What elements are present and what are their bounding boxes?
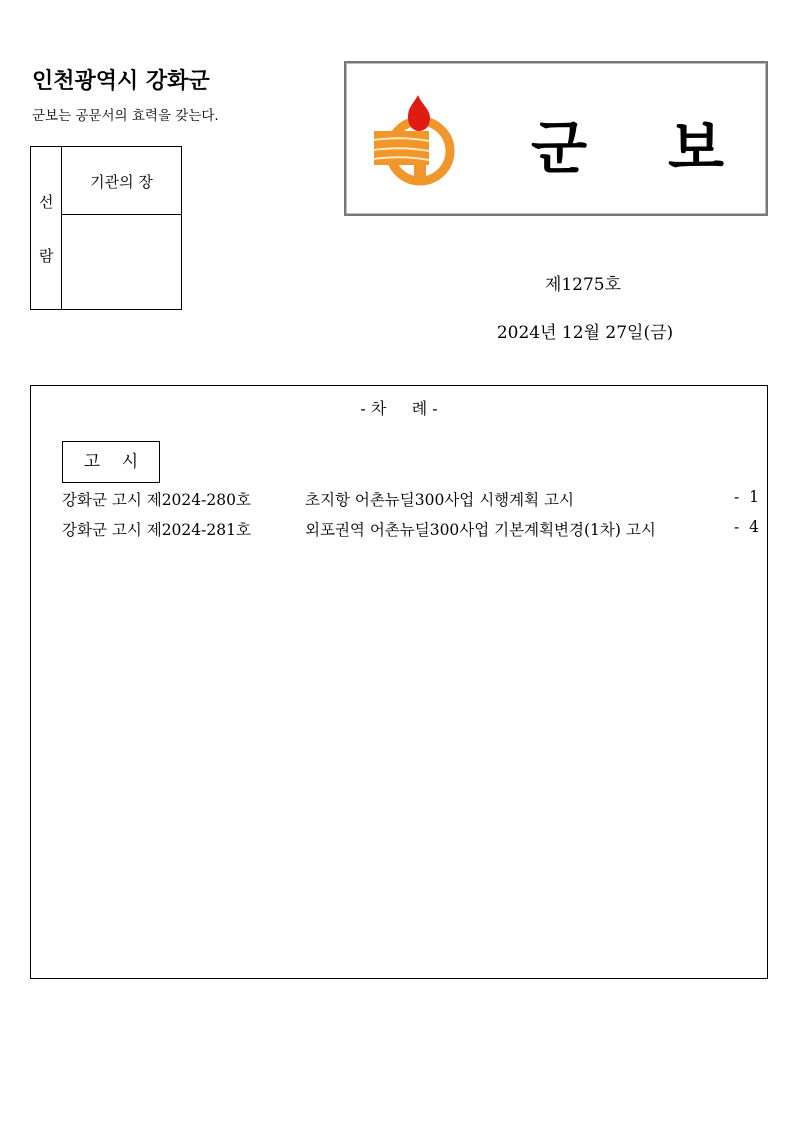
approval-side — [31, 147, 62, 309]
subtitle: 군보는 공문서의 효력을 갖는다. — [32, 108, 219, 124]
toc-item[interactable] — [62, 488, 759, 510]
toc-item-title: 초지항 어촌뉴딜300사업 시행계획 고시 — [305, 491, 574, 509]
title-char-2: 보 — [668, 114, 725, 182]
approval-side-label-2: 람 — [39, 247, 54, 265]
issue-date: 2024년 12월 27일(금) — [496, 323, 674, 343]
toc-item[interactable] — [62, 518, 759, 540]
approval-side-label-1: 선 — [39, 193, 54, 211]
toc-item-title: 외포권역 어촌뉴딜300사업 기본계획변경(1차) 고시 — [305, 521, 656, 539]
approval-head-label: 기관의 장 — [62, 147, 181, 215]
organization-name: 인천광역시 강화군 — [32, 69, 210, 94]
toc-title: - 차 례 - — [360, 399, 438, 418]
toc-item-page: - 1 — [734, 488, 759, 506]
toc-item-number: 강화군 고시 제2024-281호 — [62, 521, 251, 539]
approval-box — [30, 146, 182, 310]
table-of-contents — [30, 385, 768, 979]
title-char-1: 군 — [531, 114, 588, 182]
section-heading: 고 시 — [62, 441, 160, 483]
title-banner — [344, 61, 768, 216]
county-logo-icon — [374, 93, 459, 188]
toc-item-page: - 4 — [734, 518, 759, 536]
issue-number: 제1275호 — [544, 275, 622, 295]
toc-item-number: 강화군 고시 제2024-280호 — [62, 491, 251, 509]
